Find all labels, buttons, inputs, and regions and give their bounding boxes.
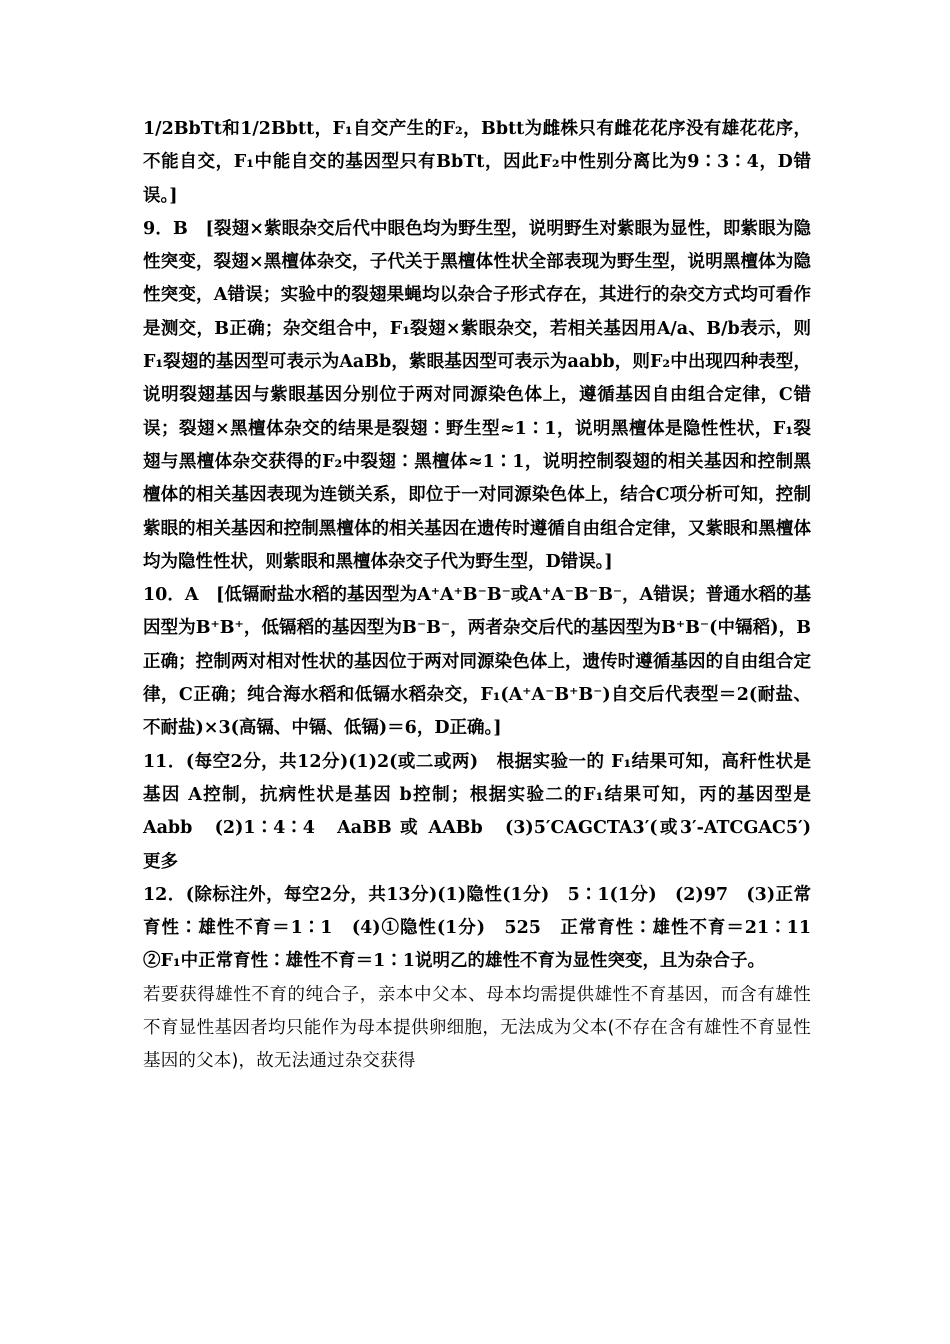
answer-12: 12．(除标注外，每空2分，共13分)(1)隐性(1分) 5∶1(1分) (2)97 (3)正常育性∶雄性不育＝1∶1 (4)①隐性(1分) 525 正常育性∶雄性不育＝21∶11 ②F₁中正常育性∶雄性不育＝1∶1说明乙的雄性不育为显性突变，且为杂合子。 — [143, 884, 829, 972]
answer-11: 11．(每空2分，共12分)(1)2(或二或两) 根据实验一的 F₁结果可知，高秆性状是基因 A控制，抗病性状是基因 b控制；根据实验二的F₁结果可知，丙的基因型是 Aabb (2)1∶4∶4 AaBB 或 AABb (3)5′CAGCTA3′(或3′-ATCGAC5′) 更多 — [143, 751, 829, 872]
answer-12-continuation: 若要获得雄性不育的纯合子，亲本中父本、母本均需提供雄性不育基因，而含有雄性不育显性基因者均只能作为母本提供卵细胞，无法成为父本(不存在含有雄性不育显性基因的父本)，故无法通过杂交获得 — [143, 984, 811, 1072]
answer-page — [143, 113, 829, 1079]
answer-10: 10．A [低镉耐盐水稻的基因型为A⁺A⁺B⁻B⁻或A⁺A⁻B⁻B⁻，A错误；普通水稻的基因型为B⁺B⁺，低镉稻的基因型为B⁻B⁻，两者杂交后代的基因型为B⁺B⁻(中镉稻)，B正确；控制两对相对性状的基因位于两对同源染色体上，遗传时遵循基因的自由组合定律，C正确；纯合海水稻和低镉水稻杂交，F₁(A⁺A⁻B⁺B⁻)自交后代表型＝2(耐盐、不耐盐)×3(高镉、中镉、低镉)＝6，D正确。] — [143, 585, 811, 739]
answer-9: 9．B [裂翅×紫眼杂交后代中眼色均为野生型，说明野生对紫眼为显性，即紫眼为隐性突变，裂翅×黑檀体杂交，子代关于黑檀体性状全部表现为野生型，说明黑檀体为隐性突变，A错误；实验中的裂翅果蝇均以杂合子形式存在，其进行的杂交方式均可看作是测交，B正确；杂交组合中，F₁裂翅×紫眼杂交，若相关基因用A/a、B/b表示，则F₁裂翅的基因型可表示为AaBb，紫眼基因型可表示为aabb，则F₂中出现四种表型，说明裂翅基因与紫眼基因分别位于两对同源染色体上，遵循基因自由组合定律，C错误；裂翅×黑檀体杂交的结果是裂翅∶野生型≈1∶1，说明黑檀体是隐性性状，F₁裂翅与黑檀体杂交获得的F₂中裂翅∶黑檀体≈1∶1，说明控制裂翅的相关基因和控制黑檀体的相关基因表现为连锁关系，即位于一对同源染色体上，结合C项分析可知，控制紫眼的相关基因和控制黑檀体的相关基因在遗传时遵循自由组合定律，又紫眼和黑檀体均为隐性性状，则紫眼和黑檀体杂交子代为野生型，D错误。] — [143, 218, 811, 572]
answer-8-continuation: 1/2BbTt和1/2Bbtt，F₁自交产生的F₂，Bbtt为雌株只有雌花花序没有雄花花序，不能自交，F₁中能自交的基因型只有BbTt，因此F₂中性别分离比为9∶3∶4，D错误。] — [143, 119, 811, 206]
